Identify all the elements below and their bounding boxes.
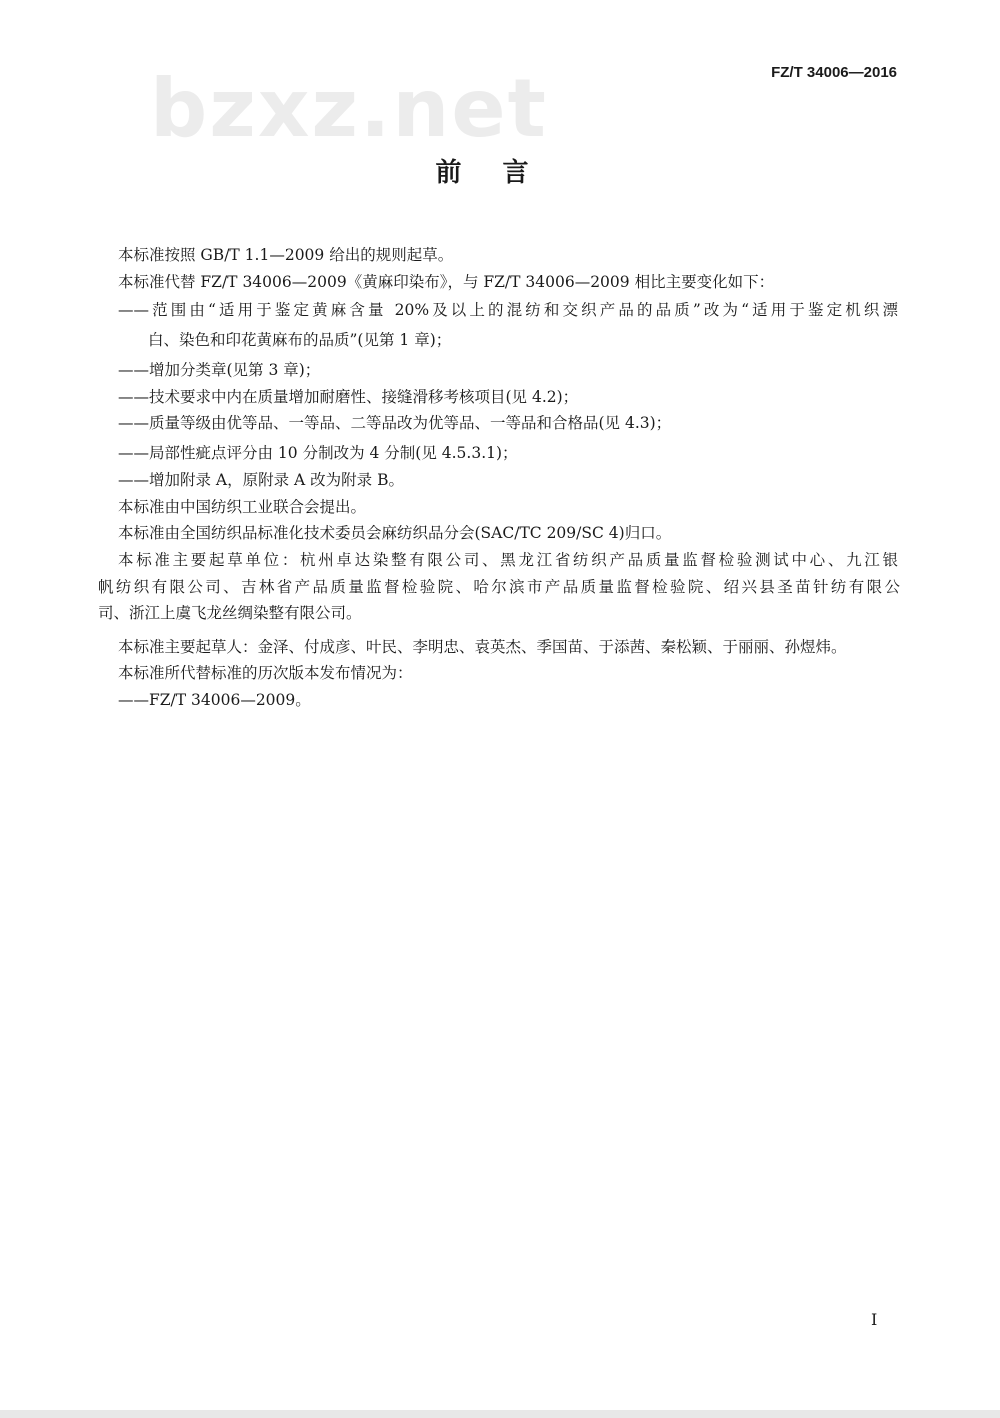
body-line: 本标准按照 GB/T 1.1—2009 给出的规则起草。 xyxy=(118,246,454,264)
list-item: ——局部性疵点评分由 10 分制改为 4 分制(见 4.5.3.1)； xyxy=(118,444,518,462)
list-item: ——质量等级由优等品、一等品、二等品改为优等品、一等品和合格品(见 4.3)； xyxy=(118,414,672,432)
page-title: 前 言 xyxy=(435,158,545,188)
body-line: 司、浙江上虞飞龙丝绸染整有限公司。 xyxy=(98,604,362,622)
list-item: ——范围由“适用于鉴定黄麻含量 20%及以上的混纺和交织产品的品质”改为“适用于鉴定机织漂 xyxy=(118,301,898,319)
body-line: 本标准由全国纺织品标准化技术委员会麻纺织品分会(SAC/TC 209/SC 4)归口。 xyxy=(118,524,672,542)
list-item: ——增加附录 A，原附录 A 改为附录 B。 xyxy=(118,471,404,489)
body-line: 本标准由中国纺织工业联合会提出。 xyxy=(118,498,367,516)
list-item: ——FZ/T 34006—2009。 xyxy=(118,691,311,709)
page-edge xyxy=(0,1410,1000,1418)
list-item-continuation: 白、染色和印花黄麻布的品质”(见第 1 章)； xyxy=(148,331,452,349)
body-line: 帆纺织有限公司、吉林省产品质量监督检验院、哈尔滨市产品质量监督检验院、绍兴县圣苗针纺有限公 xyxy=(98,578,900,596)
list-item: ——技术要求中内在质量增加耐磨性、接缝滑移考核项目(见 4.2)； xyxy=(118,388,579,406)
standard-number: FZ/T 34006—2016 xyxy=(771,64,897,81)
watermark: bzxz.net xyxy=(150,62,548,155)
page-number: I xyxy=(871,1310,878,1329)
body-line: 本标准所代替标准的历次版本发布情况为： xyxy=(118,664,413,682)
body-line: 本标准代替 FZ/T 34006—2009《黄麻印染布》，与 FZ/T 34006—2009 相比主要变化如下： xyxy=(118,273,775,291)
list-item: ——增加分类章(见第 3 章)； xyxy=(118,361,321,379)
body-line: 本标准主要起草人：金泽、付成彦、叶民、李明忠、袁英杰、季国苗、于添茜、秦松颖、于丽丽、孙煜炜。 xyxy=(118,638,847,656)
body-line: 本标准主要起草单位：杭州卓达染整有限公司、黑龙江省纺织产品质量监督检验测试中心、九江银 xyxy=(118,551,898,569)
